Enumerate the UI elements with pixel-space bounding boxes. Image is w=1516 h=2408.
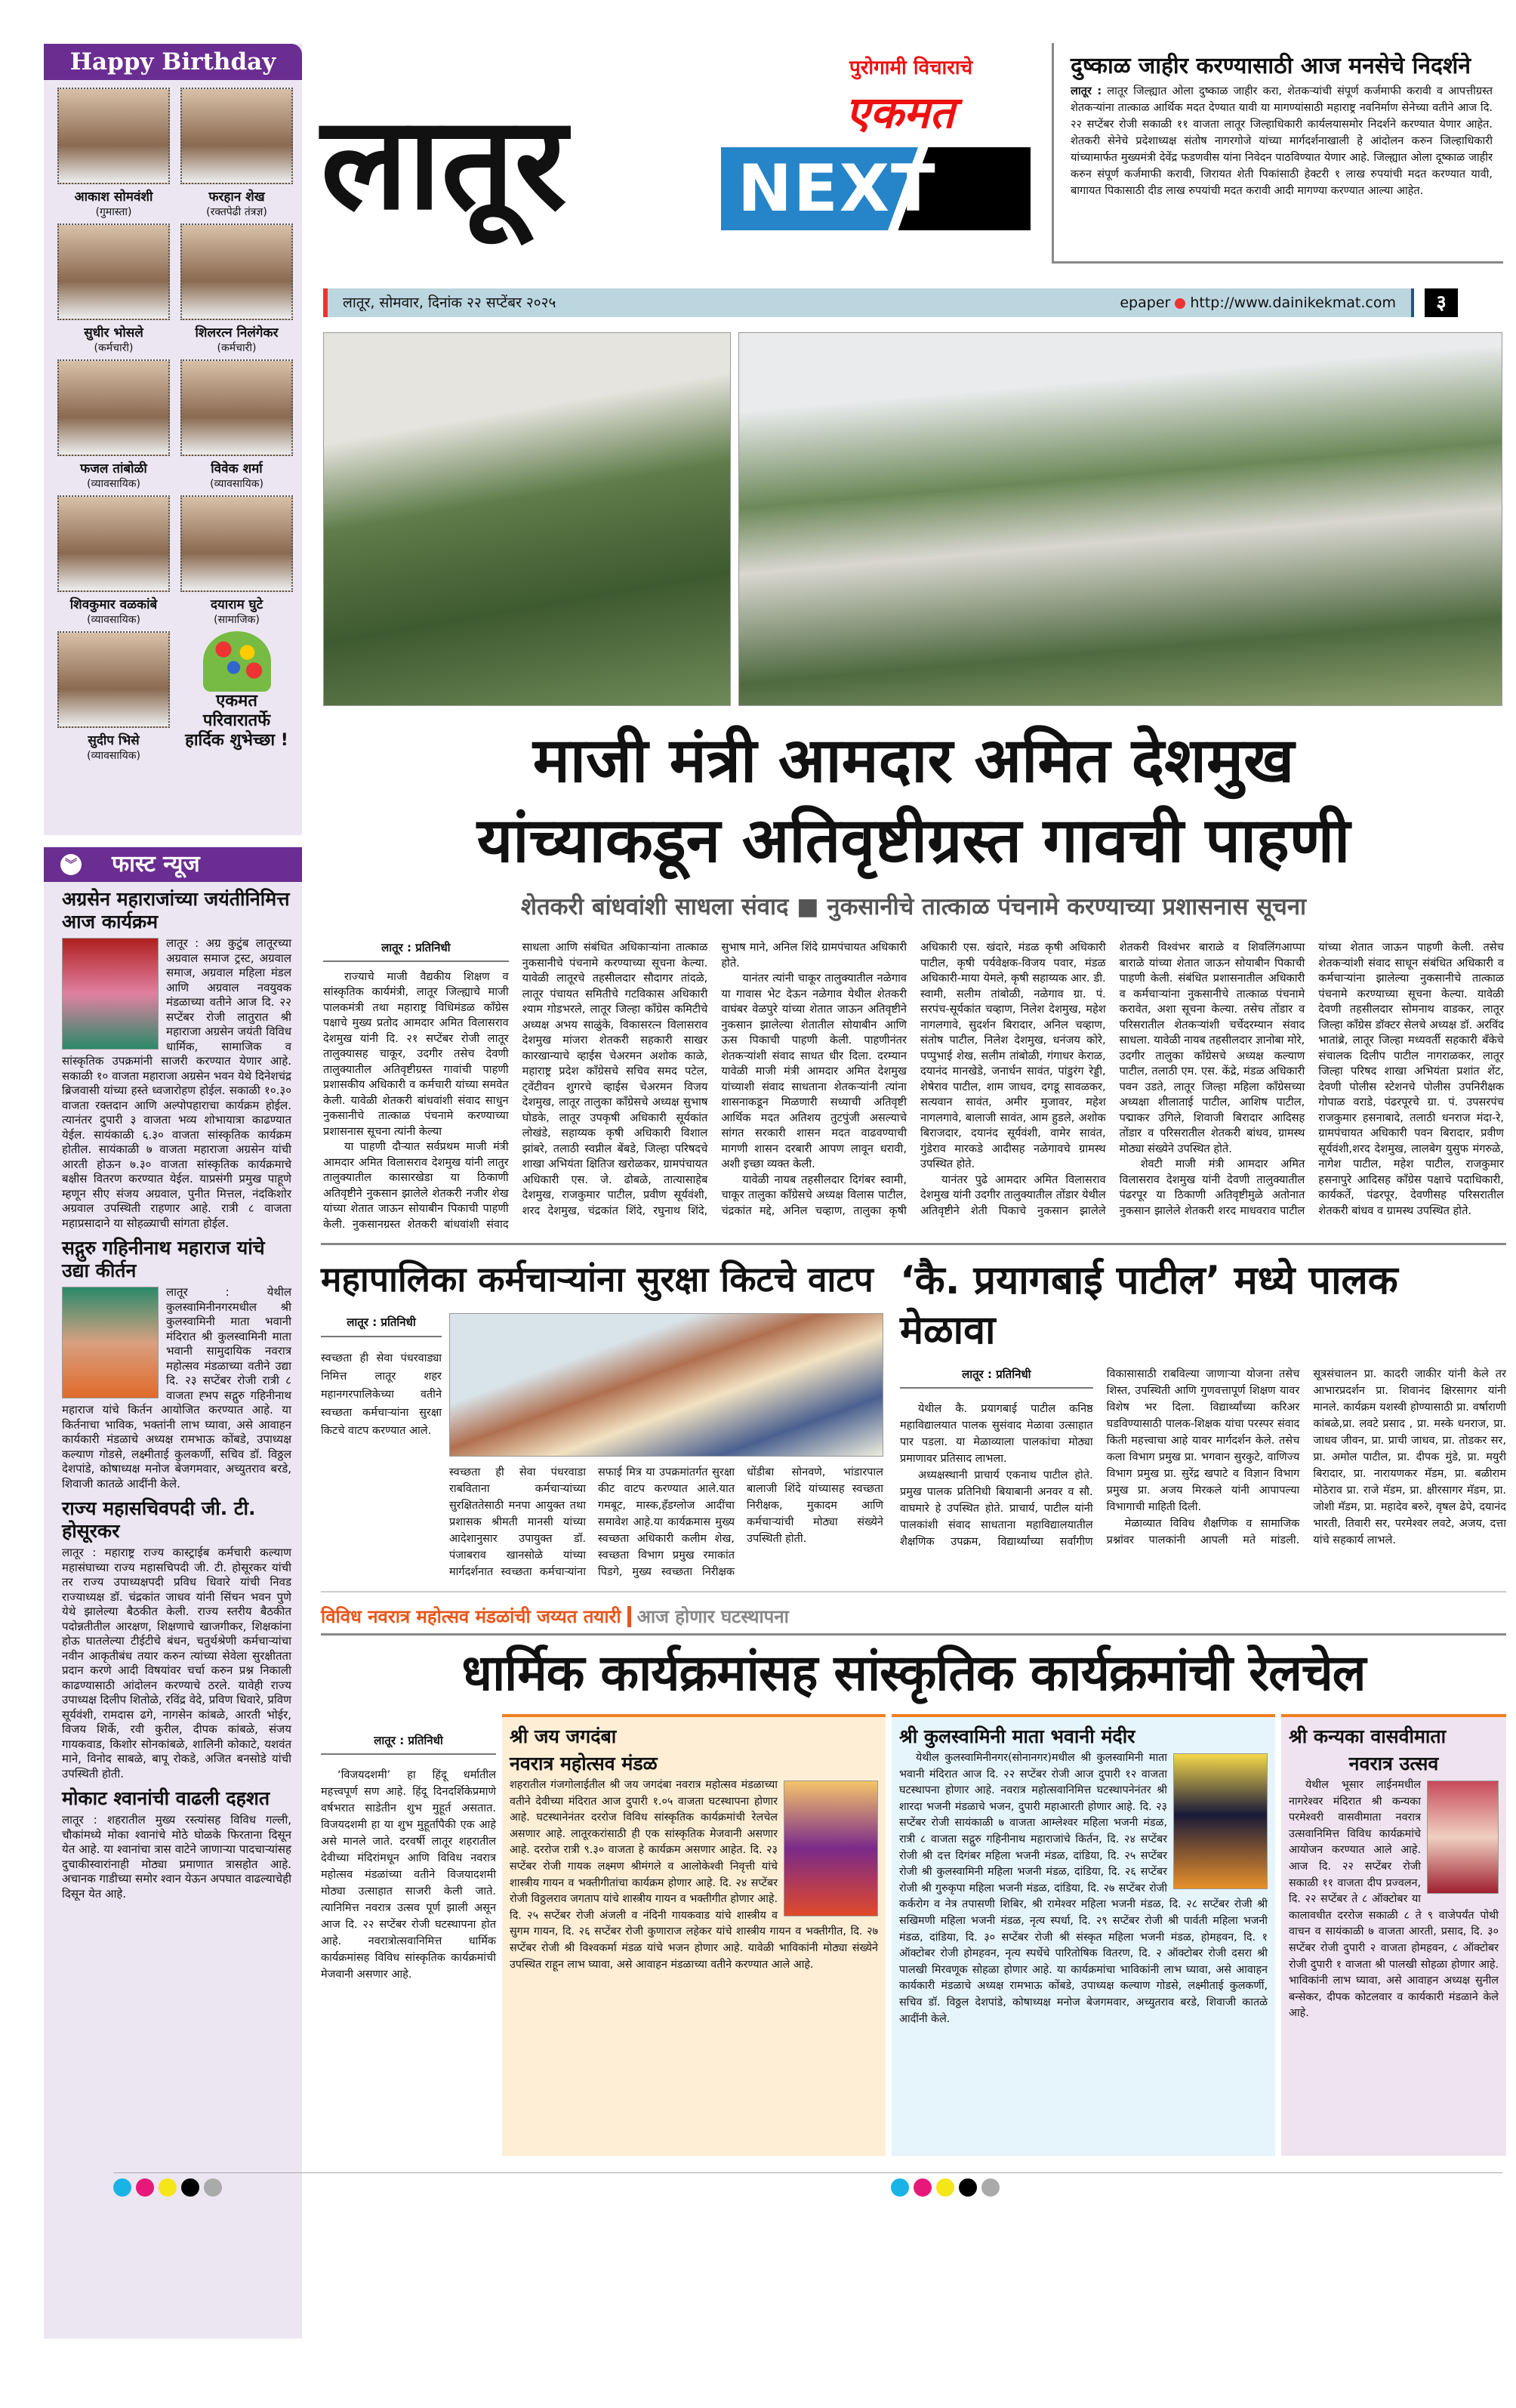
paragraph: शेवटी माजी मंत्री आमदार अमित विलासराव देशमुख यांनी देवणी तालुक्यातील पंढरपूर या ठिकाणी अतिवृष्टीमुळे अतोनात नुकसान झालेले शेतकरी शरद माधवराव पाटील यांच्या शेतात जाऊन पाहणी केली. तसेच शेतकऱ्यांशी संवाद साधून संबंधित अधिकारी व कर्मचाऱ्यांना झालेल्या नुकसानीचे तात्काळ पंचनामे करण्याच्या सूचना केल्या. यावेळी देवणी तहसीलदार सोमनाथ वाडकर, लातूर जिल्हा काँग्रेस डॉक्टर सेलचे अध्यक्ष डॉ. अरविंद भातांब्रे, लातूर जिल्हा मध्यवर्ती सहकारी बँकेचे संचालक दिलीप पाटील नागराळकर, लातूर जिल्हा परिषद शाखा अभियंता प्रशांत शेंट, देवणी पोलीस स्टेशनचे पोलीस उपनिरीक्षक गोपाळ वराडे, पंढरपूरचे ग्रा. पं. उपसरपंच राजकुमार हसनाबादे, तलाठी धनराज मंदा-रे, ग्रामपंचायत अधिकारी पवन बिरादार, प्रवीण सूर्यवंशी,शरद देशमुख, लालबेग युसुफ मंगरुळे, नागेश पाटील, महेश पाटील, राजकुमार हसनापुरे आदिसह काँग्रेस पक्षाचे पदाधिकारी, कार्यकर्ते, पंढरपूर, देवणीसह परिसरातील शेतकरी बांधव व ग्रामस्थ उपस्थित होते. <box>1119 941 1504 1217</box>
kicker-text: विविध नवरात्र महोत्सव मंडळांची जय्यत तयारी <box>321 1606 621 1627</box>
fast-news-title: सद्गुरु गहिनीनाथ महाराज यांचे उद्या कीर्तन <box>62 1237 265 1281</box>
fast-news-body: लातूर : शहरातील मुख्य रस्त्यांसह विविध गल्ली, चौकांमध्ये मोका श्वानांचे मोठे घोळके फिरताना दिसून येत आहे. या श्वानांचा त्रास वाटेने जाणाऱ्या पादचाऱ्यांसह दुचाकीस्वारांनाही मोठ्या प्रमाणात त्रासहोत आहे. अचानक गाडीच्या समोर श्वान येऊन अपघात वाढल्याचेही दिसून येत आहे. <box>62 1813 291 1901</box>
next-logo: NEXT <box>721 147 1031 230</box>
kits-headline: महापालिका कर्मचाऱ्यांना सुरक्षा किटचे वाटप <box>321 1259 874 1300</box>
inspection-photo-1 <box>323 332 731 706</box>
fast-news-header <box>44 847 302 882</box>
person-name: शिवकुमार वळकांबे <box>69 597 158 612</box>
epaper-url[interactable]: http://www.dainikekmat.com <box>1190 294 1396 311</box>
birthday-title: Happy Birthday <box>44 44 302 80</box>
magenta-mark <box>136 2178 154 2197</box>
epaper-label: epaper <box>1120 294 1171 311</box>
top-story-title: दुष्काळ जाहीर करण्यासाठी आज मनसेचे निदर्शने <box>1071 53 1471 79</box>
person-photo <box>57 495 170 592</box>
person-role: (व्यावसायिक) <box>210 478 263 490</box>
kits-intro <box>321 1313 442 1580</box>
navratri-box-jagdamba <box>502 1714 886 2156</box>
paragraph: स्वच्छता ही सेवा पंधरवाड्या निमित्त लातूर शहर महानगरपालिकेच्या वतीने स्वच्छता कर्मचाऱ्यांना सुरक्षा किटचे वाटप करण्यात आले. <box>321 1352 442 1437</box>
birthday-panel <box>44 44 302 835</box>
inspection-photo-2 <box>738 332 1502 706</box>
person-photo <box>180 359 293 456</box>
box-body: येथील भूसार लाईनमधील नागरेश्वर मंदिरात श्री कन्यका परमेश्वरी वासवीमाता नवरात्र उत्सवानिमित्त विविध कार्यक्रमांचे आयोजन करण्यात आले आहे. आज दि. २२ सप्टेंबर रोजी सकाळी ११ वाजता दीप प्रज्वलन, दि. २२ सप्टेंबर ते ८ ऑक्टोबर या कालावधीत दररोज सकाळी ८ ते ९ वाजेपर्यंत पोथी वाचन व सायंकाळी ७ वाजता आरती, प्रसाद, दि. ३० सप्टेंबर रोजी दुपारी २ वाजता होमहवन, ८ ऑक्टोबर रोजी दुपारी १ वाजता श्री पालखी सोहळा होणार आहे. भाविकांनी लाभ घ्यावा, असे आवाहन अध्यक्ष सुनील बन्सेकर, दीपक कोटलवार व कार्यकारी मंडळाने केले आहे. <box>1289 1779 1499 2020</box>
date-bar <box>323 288 1414 317</box>
lead-headline-line-2: यांच्याकडून अतिवृष्टीग्रस्त गावची पाहणी <box>476 805 1351 877</box>
navratri-intro <box>321 1714 496 1983</box>
gray-mark <box>981 2178 1000 2197</box>
paragraph: ‘विजयदशमी’ हा हिंदू धर्मातील महत्त्वपूर्ण सण आहे. हिंदू दिनदर्शिकेप्रमाणे वर्षभरात साडेतीन शुभ मुहूर्त असतात. विजयदशमी हा या शुभ मुहूर्तांपैकी एक आहे असे मानले जाते. दरवर्षी लातूर शहरातील देवीच्या मंदिरांमधून आणि विविध नवरात्र महोत्सव मंडळांच्या वतीने विजयादशमी मोठ्या उत्साहात साजरी केली जाते. त्यानिमित्त नवरात्र उत्सव पूर्ण झाली असून आज दि. २२ सप्टेंबर रोजी घटस्थापना होत आहे. नवरात्रोत्सवानिमित्त धार्मिक कार्यक्रमांसह विविध सांस्कृतिक कार्यक्रमांची मेजवानी असणार आहे. <box>321 1769 496 1981</box>
dateline: लातूर : <box>1071 85 1102 97</box>
fast-news-body: लातूर : महाराष्ट्र राज्य कास्ट्राईब कर्मचारी कल्याण महासंघाच्या राज्य महासचिपदी जी. टी. होसूरकर यांची तर राज्य उपाध्यक्षपदी प्रविध धिवारे यांची निवड राज्याध्यक्ष डॉ. चंद्रकांत जाधव यांनी सिंचन भवन पुणे येथे झालेल्या बैठकीत केली. राज्य स्तरीय बैठकीत पदोन्नतीतील आरक्षण, शिक्षणाचे खाजगीकर, शिक्षकांना होऊ घातलेल्या टीईटीचे बंधन, चतुर्थश्रेणी कर्मचाऱ्यांचा नवीन आकृतीबंध तयार करुन त्यांच्या सेवेला सुरक्षीतता प्रदान करणे आदी विषयांवर चर्चा करुन प्रश्न निकाली काढण्यासाठी आंदोलन करण्याचे ठरले. यावेही राज्य उपाध्यक्ष दिलीप शितोळे, रविंद्र वेदे, प्रविण धिवारे, प्रविण सूर्यवंशी, रामदास ढगे, नागसेन कांबळे, आरती भोईर, विजय शिर्के, रवी कुरील, दीपक कांबळे, संजय गायकवाड, किशोर सोनकांबळे, शालिनी कोकाटे, यशवंत माने, विनोद साबळे, बापू रोकडे, अजित बनसोडे यांची उपस्थिती होती. <box>62 1546 291 1781</box>
person-name: फजल तांबोळी <box>80 461 147 476</box>
fast-news-panel <box>44 847 302 2339</box>
parents-meet-headline: ‘कै. प्रयागबाई पाटील’ मध्ये पालक मेळावा <box>900 1258 1398 1353</box>
fast-news-item <box>44 1231 302 1491</box>
birthday-person <box>57 88 170 219</box>
paragraph: मेळाव्यात विविध शैक्षणिक व सामाजिक प्रश्नांवर पालकांनी आपली मते मांडली. सूत्रसंचालन प्रा. कादरी जाकीर यांनी केले तर आभारप्रदर्शन प्रा. शिवानंद क्षिरसागर यांनी मानले. कार्यक्रम यशस्वी होण्यासाठी प्रा. वर्षाराणी कांबळे,प्रा. लवटे प्रसाद , प्रा. मस्के धनराज, प्रा. जाधव जीवन, प्रा. प्राची जाधव, प्रा. तोडकर सर, प्रा. अमोल पाटील, प्रा. दीपक मुंडे, प्रा. मयुरी बिरादार, प्रा. नारायणकर मॅडम, प्रा. बळीराम मोठेराव प्रा. राजे मॅडम, प्रा. क्षीरसागर मॅडम, प्रा. जोशी मॅडम, प्रा. महादेव बरुरे, वृषल ढेपे, दयानंद भारती, तिवारी सर, परमेश्वर लवटे, अजय, दत्ता यांचे सहकार्य लाभले. <box>1106 1368 1506 1546</box>
kicker-secondary: आज होणार घटस्थापना <box>627 1606 789 1627</box>
person-role: (व्यावसायिक) <box>87 614 140 626</box>
goddess-image <box>1173 1753 1268 1889</box>
paragraph: राज्याचे माजी वैद्यकीय शिक्षण व सांस्कृतिक कार्यमंत्री, लातूर जिल्ह्याचे माजी पालकमंत्री तथा महाराष्ट्र विधिमंडळ काँग्रेस पक्षाचे मुख्य प्रतोद आमदार अमित विलासराव देशमुख यांनी दि. २१ सप्टेंबर रोजी लातूर तालुक्यासह चाकूर, उदगीर तसेच देवणी तालुक्यातील अतिवृष्टीग्रस्त गावांची पाहणी प्रशासकीय अधिकारी व कर्मचारी यांच्या समवेत केली. यावेळी शेतकरी बांधवांशी संवाद साधुन नुकसानीचे तात्काळ पंचनामे करण्याच्या प्रशासनास सूचना त्यांनी केल्या <box>323 970 509 1138</box>
birthday-person <box>57 224 170 355</box>
box-title: श्री जय जगदंबा <box>510 1725 617 1747</box>
divider <box>113 2172 1502 2173</box>
kits-right <box>449 1313 883 1580</box>
birthday-person <box>180 88 293 219</box>
epaper-link[interactable] <box>1120 288 1396 317</box>
birthday-person <box>180 224 293 355</box>
person-role: (कर्मचारी) <box>94 342 134 354</box>
main-content <box>321 721 1506 2216</box>
navratri-box-kulswamini <box>892 1714 1275 2156</box>
box-title: नवरात्र महोत्सव मंडळ <box>510 1753 658 1774</box>
fast-news-item <box>44 1781 302 1901</box>
page-number: ३ <box>1425 288 1458 317</box>
person-photo <box>180 495 293 592</box>
fast-news-body: लातूर : अग्र कुटुंब लातूरच्या अग्रवाल समाज ट्रस्ट, अग्रवाल समाज, अग्रवाल महिला मंडल आणि अग्रवाल नवयुवक मंडळाच्या वतीने आज दि. २२ सप्टेंबर रोजी लातुरात श्री महाराजा अग्रसेन जयंती विविध धार्मिक, सामाजिक व सांस्कृतिक उपक्रमांनी साजरी करण्यात येणार आहे. सकाळी १० वाजता महाराजा अग्रसेन भवन येथे दिनेशचंद्र ब्रिजवासी यांच्या हस्ते ध्वजारोहण होईल. सकाळी १०.३० वाजता रक्तदान आणि अल्पोपहाराचा कार्यक्रम होईल. त्यानंतर दुपारी ३ वाजता भव्य शोभायात्रा काढण्यात येईल. सायंकाळी ६.३० वाजता सांस्कृतिक कार्यक्रम होतील. सायंकाळी ७ वाजता महाराजा अग्रसेन यांची आरती होऊन ७.३० वाजता सांस्कृतिक कार्यक्रमाचे बक्षीस वितरण करण्यात येईल. याप्रसंगी प्रमुख पाहूणे म्हणून सीए संजय अग्रवाल, पुनीत मित्तल, नंदकिशोर अग्रवाल उपस्थिती राहणार आहे. रात्री ८ वाजता महाप्रसादाने या सोहळ्याची सांगता होईल. <box>62 936 291 1230</box>
lead-headline-line-1: माजी मंत्री आमदार अमित देशमुख <box>532 725 1295 797</box>
byline: लातूर : प्रतिनिधी <box>323 940 509 962</box>
magenta-mark <box>914 2178 932 2197</box>
person-photo <box>57 88 170 184</box>
person-role: (सामाजिक) <box>214 614 260 626</box>
fast-news-body: लातूर : येथील कुलस्वामिनीनगरमधील श्री कुलस्वामिनी माता भवानी मंदिरात श्री कुलस्वामिनी माता भवानी सामुदायिक नवरात्र महोत्सव मंडळाच्या वतीने उद्या दि. २३ सप्टेंबर रोजी रात्री ८ वाजता ह्भप सद्गुरु गहिनीनाथ महाराज यांचे किर्तन आयोजित करण्यात आहे. या किर्तनाचा भाविक, भक्तांनी लाभ घ्यावा, असे आवाहन कार्यकारी मंडळाचे अध्यक्ष रामभाऊ कोंबडे, उपाध्यक्ष कल्याण गोडसे, लक्ष्मीताई कुलकर्णी, सचिव डॉ. विठ्ठल देशपांडे, कोषाध्यक्ष मनोज बेजगमवार, अच्युतराव बरडे, शिवाजी कातळे आदींनी केले. <box>62 1285 291 1491</box>
birthday-person <box>57 359 170 491</box>
birthday-person <box>57 495 170 627</box>
box-body: येथील कुलस्वामिनीनगर(सोनानगर)मधील श्री कुलस्वामिनी माता भवानी मंदिरात आज दि. २२ सप्टेंबर रोजी आज दुपारी १२ वाजता घटस्थापना होणार आहे. नवरात्र महोत्सवानिमित्त घटस्थापनेनंतर श्री शारदा भजनी मंडळाचे भजन, दुपारी महाआरती होणार आहे. दि. २३ सप्टेंबर रोजी सायंकाळी ७ वाजता आम्लेश्वर महिला भजनी मंडळ, रात्री ८ वाजता सद्गुरु गहिनीनाथ महाराजांचे किर्तन, दि. २४ सप्टेंबर रोजी श्री दत्त दिगंबर महिला भजनी मंडळ, दांडिया, दि. २५ सप्टेंबर रोजी श्री कुलस्वामिनी महिला भजनी मंडळ, दांडिया, दि. २६ सप्टेंबर रोजी श्री गुरुकृपा महिला भजनी मंडळ, दांडिया, दि. २७ सप्टेंबर रोजी कर्करोग व नेत्र तपासणी शिबिर, श्री रामेश्वर महिला भजनी मंडळ, दि. २८ सप्टेंबर रोजी श्री सखिमणी महिला भजनी मंडळ, नृत्य स्पर्धा, दि. २९ सप्टेंबर रोजी श्री पार्वती महिला भजनी मंडळ, दांडिया, दि. ३० सप्टेंबर रोजी श्री संस्कृत महिला भजनी मंडळ, होमहवन, दि. १ ऑक्टोबर रोजी होमहवन, नृत्य स्पर्धेचे पारितोषिक वितरण, दि. २ ऑक्टोबर रोजी दसरा श्री पालखी मिरवणूक सोहळा होणार आहे. या कार्यक्रमांचा भाविकांनी लाभ घ्यावा, असे आवाहन कार्यकारी मंडळाचे अध्यक्ष रामभाऊ कोंबडे, उपाध्यक्ष कल्याण गोडसे, लक्ष्मीताई कुलकर्णी, सचिव डॉ. विठ्ठल देशपांडे, कोषाध्यक्ष मनोज बेजगमवार, अच्युतराव बरडे, शिवाजी कातळे आदींनी केले. <box>899 1752 1268 2025</box>
news-image <box>62 938 159 1050</box>
paragraph: यावेळी नायब तहसीलदार दिगंबर स्वामी, चाकूर तालुका काँग्रेसचे अध्यक्ष विलास पाटील, चंद्रकांत मद्दे, अनिल चव्हाण, तालुका कृषी अधिकारी एस. खंदारे, मंडळ कृषी अधिकारी पाटील, कृषी पर्यवेक्षक-विजय पवार, मंडळ अधिकारी-माया येमले, कृषी सहाय्यक आर. डी. स्वामी, सलीम तांबोळी, नळेगाव ग्रा. पं. सरपंच-सूर्यकांत चव्हाण, निलेश देशमुख, महेश नागलगावे, सुदर्शन बिरादार, अनिल चव्हाण, संतोष पाटील, निलेश देशमुख, धनंजय कोरे, पप्पुभाई शेख, सलीम तांबोळी, गंगाधर केराळ, दयानंद मानखेडे, जनार्धन सावंत, पांडुरंग रेड्डी, शेषेराव पाटील, शाम जाधव, दगडू सावळकर, सत्यवान सावंत, अमीर मुजावर, महेश नागलगावे, बालाजी सावंत, आम हुडले, अशोक बिराजदार, दयानंद सूर्यवंशी, वामेर सावंत, गुंडेराव मारकडे आदीसह नळेगावचे ग्रामस्थ उपस्थित होते. <box>721 941 1106 1217</box>
navratri-headline: धार्मिक कार्यक्रमांसह सांस्कृतिक कार्यक्रमांची रेलचेल <box>461 1644 1366 1702</box>
cyan-mark <box>113 2178 131 2197</box>
masthead-logo: लातूर <box>321 89 567 239</box>
parents-meet-article <box>900 1366 1506 1550</box>
person-name: शिलरत्न निलंगेकर <box>195 325 279 341</box>
parents-meet-story <box>900 1256 1506 1550</box>
person-role: (गुमास्ता) <box>95 206 132 218</box>
person-role: (रक्तपेढी तंत्रज्ञ) <box>206 206 267 218</box>
person-role: (व्यावसायिक) <box>87 750 140 762</box>
person-photo <box>57 631 170 728</box>
kits-story <box>321 1256 883 1580</box>
kits-body: स्वच्छता ही सेवा पंधरवाडा राबविताना कर्मचाऱ्यांच्या सुरक्षिततेसाठी मनपा आयुक्त तथा प्रशासक श्रीमती मानसी यांच्या आदेशानुसार उपायुक्त डॉ. पंजाबराव खानसोळे यांच्या मार्गदर्शनात स्वच्छता कर्मचाऱ्यांना सफाई मित्र या उपक्रमांतर्गत सुरक्षा कीट वाटप करण्यात आले.यात गमबूट, मास्क,हँडग्लोज आदींचा समावेश आहे.या कार्यक्रमास मुख्य स्वच्छता अधिकारी कलीम शेख, स्वच्छता विभाग प्रमुख रमाकांत पिडगे, मुख्य स्वच्छता निरीक्षक धोंडीबा सोनवणे, भांडारपाल बालाजी शिंदे यांच्यासह स्वच्छता निरीक्षक, मुकादम आणि कर्मचाऱ्यांची मोठ्या संख्येने उपस्थिती होती. <box>449 1466 883 1578</box>
lead-article <box>323 940 1504 1232</box>
paragraph: अध्यक्षस्थानी प्राचार्य एकनाथ पाटील होते. प्रमुख पालक प्रतिनिधी बियाबानी अनवर व सौ. वाघमारे हे उपस्थित होते. प्राचार्य, पाटील यांनी पालकांशी संवाद साधताना महाविद्यालयातील शैक्षणिक उपक्रम, विद्यार्थ्यांच्या सर्वांगीण विकासासाठी राबविल्या जाणाऱ्या योजना तसेच शिस्त, उपस्थिती आणि गुणवत्तापूर्ण शिक्षण यावर विशेष भर दिला. विद्यार्थ्यांच्या करिअर घडविण्यासाठी पालक-शिक्षक यांचा परस्पर संवाद किती महत्त्वाचा आहे यावर मार्गदर्शन केले. तसेच कला विभाग प्रमुख प्रा. भगवान सुरकुटे, वाणिज्य विभाग प्रमुख प्रा. सुरेंद्र खपाटे व विज्ञान विभाग प्रमुख प्रा. अजय मिरकले यांनी आपापल्या विभागाची माहिती दिली. <box>900 1368 1300 1548</box>
wish-line: हार्दिक शुभेच्छा ! <box>185 731 288 750</box>
brand-tagline: पुरोगामी विचाराचे <box>849 57 973 79</box>
box-title: नवरात्र उत्सव <box>1348 1753 1439 1774</box>
person-name: सुदीप भिसे <box>88 733 140 748</box>
black-mark <box>959 2178 977 2197</box>
goddess-image <box>784 1781 878 1916</box>
fast-news-title: फास्ट न्यूज <box>112 851 200 877</box>
yellow-mark <box>936 2178 954 2197</box>
paragraph: यानंतर त्यांनी चाकूर तालुक्यातील नळेगाव या गावास भेट देऊन नळेगाव येथील शेतकरी वाघंबर वेळपुरे यांच्या शेतात जाऊन अतिवृष्टीने नुकसान झालेल्या शेतातील सोयाबीन आणि ऊस पिकाची पाहणी केली. पाहणीनंतर शेतकऱ्यांशी संवाद साधत धीर दिला. दरम्यान यावेळी माजी मंत्री आमदार अमित देशमुख यांच्याशी संवाद साधताना शेतकऱ्यांनी त्यांना शासनाकडून मिळणारी सध्याची अतिवृष्टी आर्थिक मदत अतिशय तुटपुंजी असल्याचे सांगत सरकारी शासन मदत वाढवण्याची मागणी शासन दरबारी आपण लावून धरावी, अशी इच्छा व्यक्त केली. <box>721 972 907 1170</box>
divider <box>321 1243 1506 1245</box>
issue-date: लातूर, सोमवार, दिनांक २२ सप्टेंबर २०२५ <box>343 294 556 311</box>
top-story-text: लातूर जिल्ह्यात ओला दुष्काळ जाहीर करा, शेतकऱ्यांची संपूर्ण कर्जमाफी करावी व आपत्तीग्रस्त शेतकऱ्यांना तात्काळ आर्थिक मदत देण्यात यावी या मागण्यांसाठी महाराष्ट्र नवनिर्माण सेनेच्या वतीने आज दि. २२ सप्टेंबर रोजी सकाळी ११ वाजता लातूर जिल्हाधिकारी कार्यलयासमोर निदर्शने करण्यात येणार आहेत. शेतकरी सेनेचे प्रदेशाध्यक्ष संतोष नागरगोजे यांच्या मार्गदर्शनाखाली हे आंदोलन करुन जिल्हाधिकारी यांच्यामार्फत मुख्यमंत्री देवेंद्र फडणवीस यांना निवेदन पाठविण्यात येणार आहे. जिल्ह्यात ओला दूष्काळ जाहीर करुन संपूर्ण कर्जमाफी करावी, जिरायत शेती पिकांसाठी हेक्टरी १ लाख रुपयांची मदत करण्यात यावी, बागायत पिकासाठी दीड लाख रुपयांची मदत करावी आदी मागण्या करण्यात आल्या आहेत. <box>1071 85 1493 197</box>
flower-bouquet-icon <box>203 631 271 692</box>
paragraph: या पाहणी दौऱ्यात सर्वप्रथम माजी मंत्री आमदार अमित विलासराव देशमुख यांनी लातुर तालुक्यातील कासारखेडा या ठिकाणी अतिवृष्टीने नुकसान झालेले शेतकरी नजीर शेख यांच्या शेतात जाऊन सोयाबीन पिकाची पाहणी केली. नुकसानग्रस्त शेतकरी बांधवांशी संवाद साधला आणि संबंधित अधिकाऱ्यांना तात्काळ नुकसानीचे पंचनामे करण्याच्या सूचना केल्या. यावेळी लातूरचे तहसीलदार सौदागर तांदळे, लातूर पंचायत समितीचे गटविकास अधिकारी श्याम गोडभरले, लातूर जिल्हा काँग्रेस कमिटीचे अध्यक्ष अभय साळुंके, विकासरत्न विलासराव देशमुख मांजरा शेतकरी सहकारी साखर कारखान्याचे व्हाईस चेअरमन अशोक काळे, महाराष्ट्र प्रदेश काँग्रेसचे सचिव समद पटेल, ट्वेंटीवन शुगरचे व्हाईस चेअरमन विजय देशमुख, लातूर तालुका काँग्रेसचे अध्यक्ष सुभाष घोडके, लातूर उपकृषी अधिकारी सूर्यकांत लोखंडे, सहाय्यक कृषी अधिकारी विशाल झांबरे, तलाठी स्वप्नील बेंबडे, जिल्हा परिषदचे शाखा अभियंता क्षितिज खरोळकर, ग्रामपंचायत अधिकारी एस. जे. ढोबळे, तात्यासाहेब देशमुख, राजकुमार पाटील, प्रवीण सूर्यवंशी, शरद देशमुख, चंद्रकांत शिंदे, रघुनाथ शिंदे, सुभाष माने, अनिल शिंदे ग्रामपंचायत अधिकारी होते. <box>323 941 907 1231</box>
lead-headline <box>321 721 1506 881</box>
wish-line: परिवारातर्फे <box>202 711 271 730</box>
person-photo <box>57 224 170 320</box>
yellow-mark <box>159 2178 177 2197</box>
person-name: आकाश सोमवंशी <box>74 190 153 205</box>
divider <box>321 1591 1506 1592</box>
navratri-row <box>321 1714 1506 2156</box>
person-photo <box>57 359 170 456</box>
top-story-body <box>1071 83 1493 199</box>
person-photo <box>180 88 293 184</box>
fast-news-title: राज्य महासचिवपदी जी. टी. होसूरकर <box>62 1497 256 1542</box>
chevron-down-icon: ︾ <box>60 854 82 875</box>
paragraph: येथील कै. प्रयागबाई पाटील कनिष्ठ महाविद्यालयात पालक सुसंवाद मेळावा उत्साहात पार पडला. या मेळाव्याला पालकांचा मोठ्या प्रमाणावर प्रतिसाद लाभला. <box>900 1403 1093 1465</box>
byline: लातूर : प्रतिनिधी <box>900 1366 1093 1389</box>
brand-logo: एकमत <box>846 87 955 138</box>
person-name: दयाराम घुटे <box>210 597 263 612</box>
fast-news-list <box>44 882 302 1901</box>
news-image <box>62 1287 159 1398</box>
byline: लातूर : प्रतिनिधी <box>321 1732 496 1755</box>
print-registration-marks <box>113 2178 1502 2201</box>
secondary-stories <box>321 1256 1506 1580</box>
fast-news-title: मोकाट श्वानांची वाढली दहशत <box>62 1787 270 1809</box>
black-mark <box>181 2178 199 2197</box>
box-title: श्री कुलस्वामिनी माता भवानी मंदीर <box>899 1725 1135 1747</box>
birthday-person <box>180 495 293 627</box>
epaper-icon <box>1175 298 1185 309</box>
byline: लातूर : प्रतिनिधी <box>321 1313 442 1337</box>
navratri-box-vasavi <box>1281 1714 1506 2156</box>
person-role: (कर्मचारी) <box>217 342 257 354</box>
birthday-grid <box>44 80 302 763</box>
gray-mark <box>204 2178 222 2197</box>
navratri-kicker <box>321 1605 1506 1629</box>
birthday-wish <box>180 631 293 763</box>
wish-line: एकमत <box>216 692 257 711</box>
kits-layout <box>321 1313 883 1580</box>
person-role: (व्यावसायिक) <box>87 478 140 490</box>
fast-news-item <box>44 882 302 1231</box>
person-name: फरहान शेख <box>208 190 265 205</box>
cyan-mark <box>891 2178 909 2197</box>
kits-photo <box>449 1313 883 1457</box>
fast-news-item <box>44 1491 302 1781</box>
box-body: शहरातील गंजगोलाईतील श्री जय जगदंबा नवरात्र महोत्सव मंडळाच्या वतीने देवीच्या मंदिरात आज दुपारी १.०५ वाजता घटस्थापना होणार आहे. घटस्थानेनंतर दररोज विविध सांस्कृतिक कार्यक्रमांची रेलचेल असणार आहे. लातूरकरांसाठी ही एक सांस्कृतिक मेजवानी असणार आहे. दररोज रात्री ९.३० वाजता हे कार्यक्रम असणार आहेत. दि. २३ सप्टेंबर रोजी गायक लक्ष्मण श्रीमंगले व आलोकेश्वी निवृत्ती यांचे शास्त्रीय गायन व भक्तीगीतांचा कार्यक्रम होणार आहे. दि. २४ सप्टेंबर रोजी विठ्ठलराव जगताप यांचे शास्त्रीय गायन व भक्तीगीत होणार आहे. दि. २५ सप्टेंबर रोजी अंजली व नंदिनी गायकवाड यांचे शास्त्रीय व सुगम गायन, दि. २६ सप्टेंबर रोजी कुणाराज लहेकर यांचे शास्त्रीय गायन व भक्तीगीत, दि. २७ सप्टेंबर रोजी श्री विश्वकर्मा मंडळ यांचे भजन होणार आहे. यावेळी भाविकांनी मोठ्या संख्येने उपस्थित राहून लाभ घ्यावा, असे आवाहन मंडळाच्या वतीने करण्यात आले आहे. <box>510 1779 878 1971</box>
birthday-person <box>57 631 170 763</box>
person-name: विवेक शर्मा <box>211 461 263 476</box>
paragraph: यानंतर पुढे आमदार अमित विलासराव देशमुख यांनी उदगीर तालुक्यातील तोंडार येथील अतिवृष्टीने शेती पिकाचे नुकसान झालेले शेतकरी विश्वंभर बाराळे व शिवलिंगआप्पा बाराळे यांच्या शेतात जाऊन सोयाबीन पिकाची पाहणी केली. संबंधित प्रशासनातील अधिकारी व कर्मचाऱ्यांना नुकसानीचे तात्काळ पंचनामे करावेत, अशा सूचना केल्या. तसेच तोंडार व परिसरातील शेतकऱ्यांशी चर्चेदरम्यान संवाद साधला. यावेळी नायब तहसीलदार ज्ञानोबा मोरे, उदगीर तालुका काँग्रेसचे अध्यक्ष कल्याण पाटील, तलाठी एम. एस. केंद्रे, मंडळ अधिकारी पवन उडते, लातूर जिल्हा महिला काँग्रेसच्या अध्यक्षा शीलाताई पाटील, आशिष पाटील, पद्माकर उगिले, शिवाजी बिरादार आदिसह तोंडार व परिसरातील शेतकरी बांधव, ग्रामस्थ मोठ्या संख्येने उपस्थित होते. <box>920 941 1305 1217</box>
goddess-image <box>1427 1781 1499 1894</box>
top-story-box <box>1052 43 1503 264</box>
person-name: सुधीर भोसले <box>84 325 143 341</box>
box-title: श्री कन्यका वासवीमाता <box>1289 1725 1447 1747</box>
fast-news-title: अग्रसेन महाराजांच्या जयंतीनिमित्त आज कार्यक्रम <box>62 888 290 933</box>
lead-subheadline: शेतकरी बांधवांशी साधला संवाद ■ नुकसानीचे तात्काळ पंचनामे करण्याच्या प्रशासनास सूचना <box>520 893 1307 920</box>
birthday-person <box>180 359 293 491</box>
person-photo <box>180 224 293 320</box>
